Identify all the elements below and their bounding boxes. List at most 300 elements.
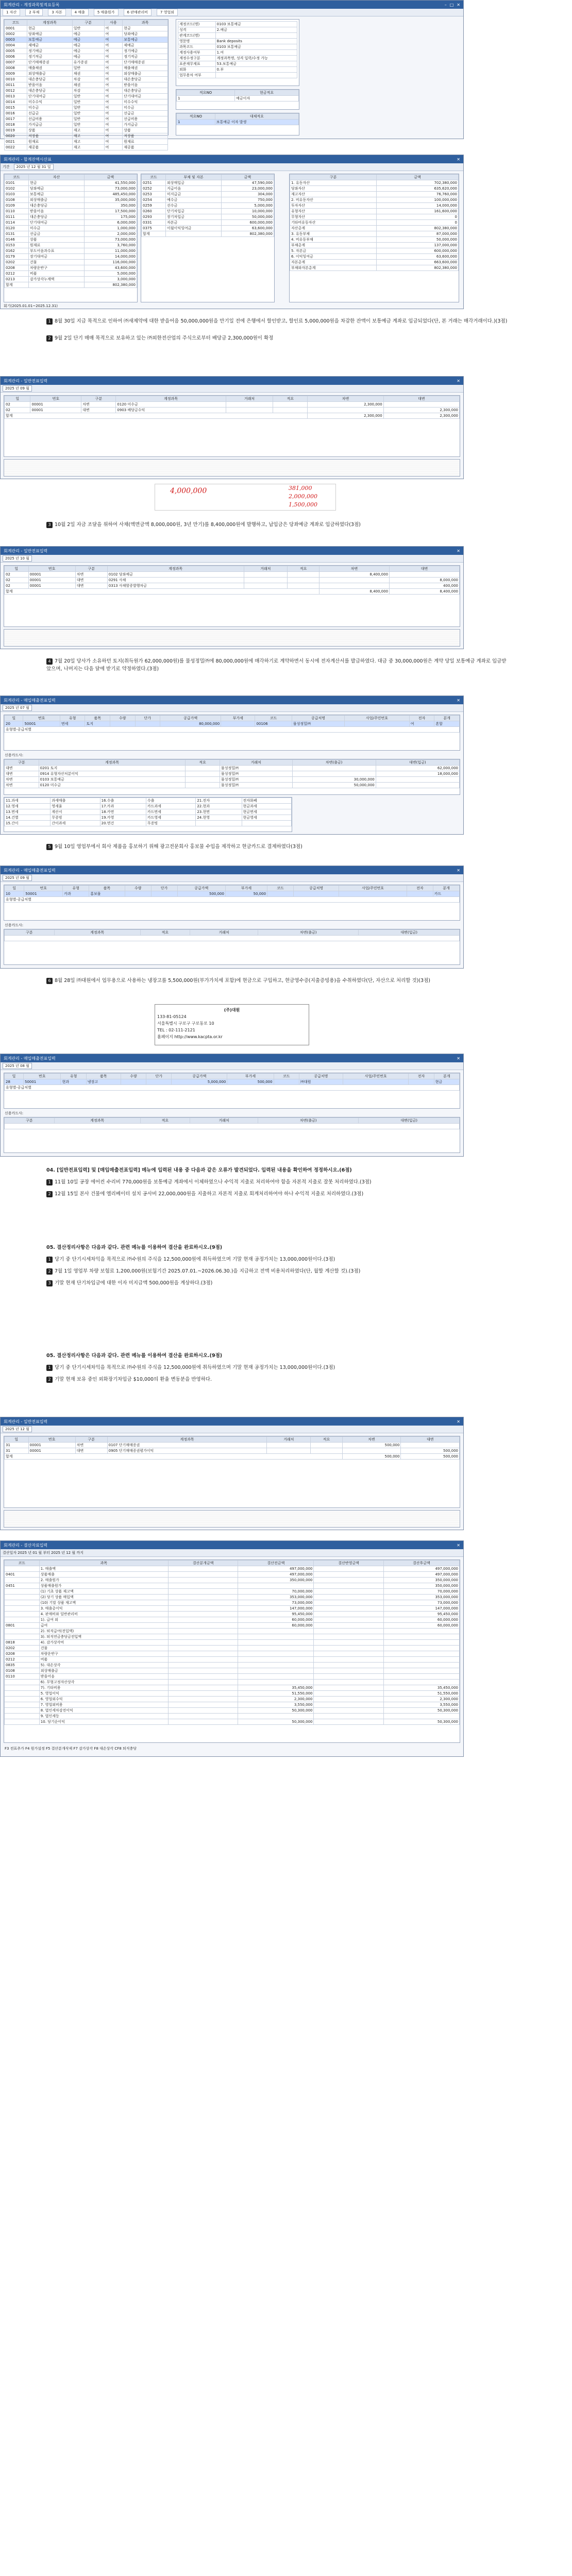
col-header: 구분 bbox=[5, 930, 55, 936]
table-cell: 0801 bbox=[5, 1623, 40, 1629]
journal-row[interactable] bbox=[5, 578, 460, 583]
table-cell bbox=[343, 1079, 409, 1085]
sales-row[interactable] bbox=[5, 721, 460, 727]
account-row[interactable] bbox=[5, 99, 168, 105]
table-cell: 4). 감가상각비 bbox=[39, 1640, 168, 1646]
table-cell bbox=[342, 1448, 401, 1454]
journal-row[interactable] bbox=[5, 771, 460, 777]
closing-row[interactable] bbox=[5, 1691, 460, 1697]
account-row[interactable] bbox=[5, 65, 168, 71]
closing-row[interactable] bbox=[5, 1714, 460, 1719]
account-row[interactable] bbox=[5, 145, 168, 150]
col-header: 차변(출금) bbox=[292, 760, 376, 766]
table-cell: 채권 bbox=[72, 82, 104, 88]
account-row[interactable] bbox=[5, 94, 168, 99]
closing-row[interactable] bbox=[5, 1595, 460, 1600]
table-cell bbox=[5, 1697, 40, 1702]
summary-row[interactable] bbox=[290, 248, 459, 254]
table-cell bbox=[267, 1443, 311, 1448]
detail-row[interactable] bbox=[178, 67, 297, 73]
liability-row[interactable] bbox=[142, 220, 274, 226]
journal-row[interactable] bbox=[5, 572, 460, 578]
closing-row[interactable] bbox=[5, 1674, 460, 1680]
table-cell: 여 bbox=[104, 60, 123, 65]
table-cell: 유가증권 bbox=[72, 60, 104, 65]
type-row[interactable] bbox=[5, 815, 292, 821]
total-label: 합계 bbox=[5, 589, 319, 595]
closing-row[interactable] bbox=[5, 1697, 460, 1702]
close-icon[interactable]: ✕ bbox=[457, 1419, 460, 1424]
asset-row[interactable] bbox=[5, 243, 137, 248]
question-5 bbox=[0, 840, 572, 867]
item-text: 7월 1일 영업부 차량 보험료 1,200,000원(보험기간 2025.07.01.~2026.06.30.)을 지급하고 전액 비용처리하였다(단, 월할 계산할 것).(3점) bbox=[55, 1268, 361, 1274]
item-text: 12월 15일 본사 건물에 엘리베이터 설치 공사비 22,000,000원을 지출하고 자본적 지출로 회계처리하여야 하나 수익적 지출로 처리하였다.(3점) bbox=[55, 1191, 364, 1197]
table-cell: 1. 매출액 bbox=[39, 1566, 168, 1572]
table-cell bbox=[151, 891, 177, 897]
closing-row[interactable] bbox=[5, 1583, 460, 1589]
detail-row[interactable] bbox=[178, 50, 297, 56]
table-cell: 투자자산 bbox=[290, 203, 377, 209]
item-text: 11월 10일 공장 에어컨 수리비 770,000원을 보통예금 계좌에서 이체하였으나 수익적 지출로 처리하여야 함을 자본적 지출로 잘못 처리하였다.(3점) bbox=[55, 1179, 372, 1185]
type-row[interactable] bbox=[5, 809, 292, 815]
summary-row[interactable] bbox=[290, 260, 459, 265]
question-text: 10월 2일 자금 조달을 위하여 사채(액면금액 8,000,000원, 3년 만기)를 8,400,000원에 발행하고, 납입금은 당좌예금 계좌로 입금하였다(3점) bbox=[55, 522, 361, 528]
journal-row[interactable] bbox=[5, 408, 460, 413]
month-select[interactable]: 2025 년 12 월 bbox=[3, 1426, 32, 1432]
closing-row[interactable] bbox=[5, 1589, 460, 1595]
section-number: 05 bbox=[46, 1245, 54, 1250]
asset-row[interactable] bbox=[5, 254, 137, 260]
table-cell: 여 bbox=[104, 105, 123, 111]
table-cell: 일반 bbox=[72, 116, 104, 122]
table-cell: 유형자산 bbox=[290, 209, 377, 214]
tab-cogs[interactable]: 5 매출원가 bbox=[94, 9, 119, 16]
col-header: 결산분개금액 bbox=[169, 1561, 238, 1566]
table-cell: 0254 bbox=[142, 197, 166, 203]
type-row[interactable] bbox=[5, 821, 292, 826]
table-cell: 50,000,000 bbox=[292, 783, 376, 788]
type-row[interactable] bbox=[5, 804, 292, 809]
table-cell bbox=[5, 1691, 40, 1697]
close-icon[interactable]: ✕ bbox=[457, 157, 460, 162]
journal-bottom-panel bbox=[4, 1510, 460, 1528]
section-item bbox=[46, 1364, 417, 1371]
close-icon[interactable]: ✕ bbox=[457, 1543, 460, 1548]
col-header: 차변 bbox=[308, 396, 383, 402]
tab-asset[interactable]: 1 자산 bbox=[3, 9, 20, 16]
closing-row[interactable] bbox=[5, 1651, 460, 1657]
account-row[interactable] bbox=[5, 54, 168, 60]
table-cell bbox=[5, 1634, 40, 1640]
table-cell: 497,000,000 bbox=[238, 1566, 314, 1572]
month-select[interactable]: 2025 년 09 월 bbox=[3, 385, 32, 392]
journal-row[interactable] bbox=[5, 777, 460, 783]
month-select[interactable]: 2025 년 08 월 bbox=[3, 1063, 32, 1069]
table-cell: 일반 bbox=[72, 26, 104, 31]
table-cell bbox=[288, 572, 319, 578]
closing-row[interactable] bbox=[5, 1668, 460, 1674]
table-cell: 5,000,000 bbox=[221, 203, 274, 209]
table-cell: 0212 bbox=[5, 1657, 40, 1663]
type-table-panel bbox=[4, 797, 292, 832]
asset-row[interactable] bbox=[5, 180, 137, 186]
asset-row[interactable] bbox=[5, 248, 137, 254]
period-bar bbox=[1, 1549, 463, 1557]
handwritten-amount-c: 2,000,000 bbox=[289, 493, 317, 500]
asset-row[interactable] bbox=[5, 220, 137, 226]
journal-bottom-panel bbox=[4, 459, 460, 477]
table-cell: 304,000 bbox=[221, 192, 274, 197]
col-header: 결산반영금액 bbox=[314, 1561, 383, 1566]
table-cell: 43,600,000 bbox=[84, 265, 137, 271]
close-icon[interactable]: ✕ bbox=[457, 548, 460, 553]
account-row[interactable] bbox=[5, 77, 168, 82]
table-cell: 51,550,000 bbox=[383, 1691, 459, 1697]
table-cell: 20.면건 bbox=[100, 821, 146, 826]
detail-row[interactable] bbox=[178, 27, 297, 33]
date-bar bbox=[1, 385, 463, 393]
table-cell: 5. 영업이익 bbox=[39, 1691, 168, 1697]
table-cell: 3,000,000 bbox=[84, 277, 137, 282]
memo2-no-header: 적요NO bbox=[177, 114, 215, 120]
tab-sales[interactable]: 4 매출 bbox=[71, 9, 89, 16]
col-header: 대변(입금) bbox=[359, 930, 460, 936]
asset-row[interactable] bbox=[5, 214, 137, 220]
closing-row[interactable] bbox=[5, 1663, 460, 1668]
liability-row[interactable] bbox=[142, 203, 274, 209]
liability-row[interactable] bbox=[142, 192, 274, 197]
closing-row[interactable] bbox=[5, 1680, 460, 1685]
detail-row[interactable] bbox=[178, 73, 297, 78]
section-title-text: 결산정리사항은 다음과 같다. 관련 메뉴를 이용하여 결산을 완료하시오.(9점) bbox=[57, 1353, 223, 1359]
table-cell: 건물 bbox=[29, 260, 85, 265]
col-amount: 금액 bbox=[376, 175, 458, 180]
detail-row[interactable] bbox=[178, 61, 297, 67]
account-list-panel bbox=[4, 19, 169, 149]
summary-row[interactable] bbox=[290, 192, 459, 197]
table-cell: 차량운반구 bbox=[29, 265, 85, 271]
closing-row[interactable] bbox=[5, 1685, 460, 1691]
asset-row[interactable] bbox=[5, 197, 137, 203]
asset-row[interactable] bbox=[5, 231, 137, 237]
journal-table bbox=[4, 566, 460, 595]
account-row[interactable] bbox=[5, 60, 168, 65]
asset-row[interactable] bbox=[5, 277, 137, 282]
section-number: 04 bbox=[46, 1167, 54, 1173]
closing-row[interactable] bbox=[5, 1708, 460, 1714]
liability-row[interactable] bbox=[142, 186, 274, 192]
closing-row[interactable] bbox=[5, 1629, 460, 1634]
handwritten-amount-d: 1,500,000 bbox=[289, 501, 317, 508]
table-cell: 147,000,000 bbox=[238, 1606, 314, 1612]
closing-row[interactable] bbox=[5, 1578, 460, 1583]
table-cell: 60,000,000 bbox=[383, 1617, 459, 1623]
table-cell: 상품 bbox=[27, 128, 72, 133]
month-select[interactable]: 2025 년 07 월 bbox=[3, 705, 32, 711]
detail-row[interactable] bbox=[178, 56, 297, 61]
account-row[interactable] bbox=[5, 122, 168, 128]
table-cell: 50,000,000 bbox=[221, 214, 274, 220]
journal-entry-window-3 bbox=[0, 1417, 464, 1530]
summary-row[interactable] bbox=[290, 186, 459, 192]
closing-row[interactable] bbox=[5, 1612, 460, 1617]
table-cell: Bank deposits bbox=[215, 39, 297, 44]
journal-row[interactable] bbox=[5, 402, 460, 408]
tab-equity[interactable]: 3 자본 bbox=[48, 9, 65, 16]
summary-row[interactable] bbox=[290, 226, 459, 231]
date-value[interactable]: 2025 년 12 월 31 일 bbox=[14, 164, 54, 170]
table-cell: 0015 bbox=[5, 105, 27, 111]
table-cell: 35,000,000 bbox=[84, 197, 137, 203]
col-header: 대변 bbox=[401, 1437, 460, 1443]
asset-row[interactable] bbox=[5, 237, 137, 243]
closing-row[interactable] bbox=[5, 1606, 460, 1612]
table-cell bbox=[186, 783, 220, 788]
liability-row[interactable] bbox=[142, 214, 274, 220]
month-select[interactable]: 2025 년 09 월 bbox=[3, 875, 32, 881]
summary-row[interactable] bbox=[290, 209, 459, 214]
scratch-area bbox=[0, 482, 464, 513]
table-cell bbox=[169, 1578, 238, 1583]
account-row[interactable] bbox=[5, 133, 168, 139]
summary-row[interactable] bbox=[290, 220, 459, 226]
receipt-line: 서울특별시 구로구 구로동로 10 bbox=[157, 1021, 214, 1026]
sales-row[interactable] bbox=[5, 1079, 460, 1085]
account-row[interactable] bbox=[5, 82, 168, 88]
table-cell: 635,620,000 bbox=[376, 186, 458, 192]
memo-row[interactable] bbox=[177, 96, 299, 101]
asset-row[interactable] bbox=[5, 271, 137, 277]
table-cell: 5,000,000 bbox=[172, 1079, 227, 1085]
minimize-icon[interactable]: – bbox=[444, 2, 447, 7]
closing-row[interactable] bbox=[5, 1634, 460, 1640]
table-cell: 받을어음 bbox=[27, 82, 72, 88]
table-cell bbox=[314, 1685, 383, 1691]
close-icon[interactable]: ✕ bbox=[457, 1056, 460, 1061]
liability-row[interactable] bbox=[142, 209, 274, 214]
account-row[interactable] bbox=[5, 111, 168, 116]
table-cell: 외화 bbox=[178, 67, 216, 73]
account-row[interactable] bbox=[5, 105, 168, 111]
tab-sga[interactable]: 6 판매관리비 bbox=[124, 9, 152, 16]
table-cell: 카드과세 bbox=[146, 804, 195, 809]
date-bar bbox=[1, 1426, 463, 1433]
summary-row[interactable] bbox=[290, 180, 459, 186]
tab-nonop[interactable]: 7 영업외 bbox=[157, 9, 178, 16]
detail-row[interactable] bbox=[178, 33, 297, 39]
total-label: 유형별-공급처별 bbox=[5, 1085, 460, 1091]
liability-row[interactable] bbox=[142, 226, 274, 231]
closing-row[interactable] bbox=[5, 1646, 460, 1651]
asset-row[interactable] bbox=[5, 226, 137, 231]
closing-row[interactable] bbox=[5, 1572, 460, 1578]
summary-row[interactable] bbox=[290, 265, 459, 271]
table-cell bbox=[238, 1629, 314, 1634]
account-row[interactable] bbox=[5, 31, 168, 37]
close-icon[interactable]: ✕ bbox=[457, 2, 460, 7]
asset-row[interactable] bbox=[5, 186, 137, 192]
table-cell: 802,380,000 bbox=[376, 226, 458, 231]
detail-row[interactable] bbox=[178, 39, 297, 44]
table-cell bbox=[169, 1685, 238, 1691]
table-cell bbox=[169, 1702, 238, 1708]
col-header: 거래처 bbox=[267, 1437, 311, 1443]
sales-row[interactable] bbox=[5, 891, 460, 897]
table-cell: 00001 bbox=[30, 408, 81, 413]
closing-row[interactable] bbox=[5, 1617, 460, 1623]
closing-row[interactable] bbox=[5, 1640, 460, 1646]
table-cell: 당좌예금 bbox=[123, 31, 168, 37]
closing-row[interactable] bbox=[5, 1566, 460, 1572]
table-cell: 업무용차 여부 bbox=[178, 73, 216, 78]
table-cell: 외상매입금 bbox=[166, 180, 222, 186]
account-row[interactable] bbox=[5, 139, 168, 145]
table-cell: 00001 bbox=[28, 572, 75, 578]
summary-row[interactable] bbox=[290, 243, 459, 248]
col-subject: 과목 bbox=[123, 20, 168, 26]
section-title: 05. 결산정리사항은 다음과 같다. 관련 메뉴를 이용하여 결산을 완료하시오.(9점) bbox=[46, 1353, 223, 1359]
account-row[interactable] bbox=[5, 71, 168, 77]
journal-row[interactable] bbox=[5, 1443, 460, 1448]
table-cell: 제예금 bbox=[27, 43, 72, 48]
table-cell bbox=[5, 1629, 40, 1634]
table-cell: 0213 bbox=[5, 277, 29, 282]
table-cell: 53.보통예금 bbox=[215, 61, 297, 67]
table-cell: 2,300,000 bbox=[238, 1697, 314, 1702]
close-icon[interactable]: ✕ bbox=[457, 378, 460, 383]
table-cell: 100,000,000 bbox=[376, 197, 458, 203]
summary-row[interactable] bbox=[290, 203, 459, 209]
tab-liability[interactable]: 2 부채 bbox=[25, 9, 43, 16]
table-cell bbox=[314, 1634, 383, 1640]
account-row[interactable] bbox=[5, 37, 168, 43]
table-cell: 전자화폐 bbox=[242, 798, 291, 804]
table-cell: 현금 bbox=[29, 180, 85, 186]
table-cell: 선급금 bbox=[27, 111, 72, 116]
summary-row[interactable] bbox=[290, 197, 459, 203]
col-asset: 자산 bbox=[29, 175, 85, 180]
col-use: 사용 bbox=[104, 20, 123, 26]
table-cell: 대변 bbox=[75, 578, 107, 583]
account-row[interactable] bbox=[5, 88, 168, 94]
account-row[interactable] bbox=[5, 26, 168, 31]
question-4 bbox=[0, 654, 572, 697]
table-cell: 13.면세 bbox=[5, 809, 51, 815]
table-cell: 차감 bbox=[72, 88, 104, 94]
journal-table bbox=[4, 1436, 460, 1460]
table-cell: 받을어음 bbox=[123, 82, 168, 88]
table-cell: 17.카과 bbox=[100, 804, 146, 809]
total-debit: 500,000 bbox=[342, 1454, 401, 1460]
table-cell: 0818 bbox=[5, 1640, 40, 1646]
summary-row[interactable] bbox=[290, 214, 459, 220]
closing-period[interactable]: 결산일자 2025 년 01 월 부터 2025 년 12 월 까지 bbox=[3, 1551, 83, 1555]
receipt-title: (주)대원 bbox=[224, 1008, 240, 1012]
maximize-icon[interactable]: □ bbox=[449, 2, 454, 7]
col-header: 대변 bbox=[390, 566, 460, 572]
table-cell: 재고 bbox=[72, 133, 104, 139]
table-cell: 600,000,000 bbox=[376, 248, 458, 254]
closing-row[interactable] bbox=[5, 1719, 460, 1725]
table-cell: 18,000,000 bbox=[376, 771, 459, 777]
col-header: 공급가액 bbox=[177, 886, 225, 891]
asset-row[interactable] bbox=[5, 209, 137, 214]
table-cell bbox=[169, 1714, 238, 1719]
table-cell: 137,000,000 bbox=[376, 243, 458, 248]
liability-row[interactable] bbox=[142, 180, 274, 186]
journal-grid bbox=[4, 565, 460, 627]
asset-row[interactable] bbox=[5, 203, 137, 209]
table-cell: 31 bbox=[5, 1443, 29, 1448]
closing-row[interactable] bbox=[5, 1702, 460, 1708]
memo2-row[interactable] bbox=[177, 120, 299, 125]
col-header: 적요 bbox=[186, 760, 220, 766]
detail-row[interactable] bbox=[178, 22, 297, 27]
table-cell: 대손충당금 bbox=[123, 77, 168, 82]
table-cell: 물성정밀㈜ bbox=[220, 766, 293, 771]
close-icon[interactable]: ✕ bbox=[457, 698, 460, 703]
asset-row[interactable] bbox=[5, 260, 137, 265]
table-cell bbox=[169, 1719, 238, 1725]
table-cell bbox=[314, 1572, 383, 1578]
table-cell: 상품 bbox=[123, 128, 168, 133]
closing-row[interactable] bbox=[5, 1657, 460, 1663]
col-header: 구분 bbox=[75, 566, 107, 572]
journal-row[interactable] bbox=[5, 583, 460, 589]
table-cell bbox=[186, 771, 220, 777]
table-cell: 60,000,000 bbox=[238, 1623, 314, 1629]
table-cell: 외상매출금 bbox=[123, 71, 168, 77]
question-number-icon: 2 bbox=[46, 1377, 53, 1383]
account-row[interactable] bbox=[5, 43, 168, 48]
closing-row[interactable] bbox=[5, 1623, 460, 1629]
table-cell: 161,600,000 bbox=[376, 209, 458, 214]
summary-row[interactable] bbox=[290, 254, 459, 260]
liability-row[interactable] bbox=[142, 197, 274, 203]
summary-row[interactable] bbox=[290, 237, 459, 243]
table-cell: 3,550,000 bbox=[383, 1702, 459, 1708]
liab-total: 802,380,000 bbox=[221, 231, 274, 237]
journal-row[interactable] bbox=[5, 783, 460, 788]
table-cell bbox=[169, 1572, 238, 1578]
col-header: 차변 bbox=[319, 566, 390, 572]
window-title: 회계관리 - 일반전표입력 bbox=[4, 1419, 48, 1424]
account-row[interactable] bbox=[5, 128, 168, 133]
table-cell: 카과 bbox=[63, 891, 89, 897]
close-icon[interactable]: ✕ bbox=[457, 868, 460, 873]
table-cell: 400,000 bbox=[390, 583, 460, 589]
table-cell: 00001 bbox=[28, 583, 75, 589]
table-cell: 비품 bbox=[29, 271, 85, 277]
month-select[interactable]: 2025 년 10 월 bbox=[3, 555, 32, 562]
detail-row[interactable] bbox=[178, 44, 297, 50]
col-header: 분개 bbox=[434, 716, 460, 721]
journal-row[interactable] bbox=[5, 1448, 460, 1454]
journal-row[interactable] bbox=[5, 766, 460, 771]
closing-row[interactable] bbox=[5, 1600, 460, 1606]
table-cell: 장기대여금 bbox=[29, 254, 85, 260]
account-row[interactable] bbox=[5, 116, 168, 122]
table-cell bbox=[5, 1606, 40, 1612]
summary-row[interactable] bbox=[290, 231, 459, 237]
account-row[interactable] bbox=[5, 48, 168, 54]
section-title-text: [일반전표입력] 및 [매입매출전표입력] 메뉴에 입력된 내용 중 다음과 같은 오류가 발견되었다. 입력된 내용을 확인하여 정정하시오.(6점) bbox=[57, 1167, 352, 1173]
asset-row[interactable] bbox=[5, 192, 137, 197]
type-row[interactable] bbox=[5, 798, 292, 804]
table-cell: 17,500,000 bbox=[84, 209, 137, 214]
asset-row[interactable] bbox=[5, 265, 137, 271]
table-cell: 2,300,000 bbox=[383, 1697, 459, 1702]
